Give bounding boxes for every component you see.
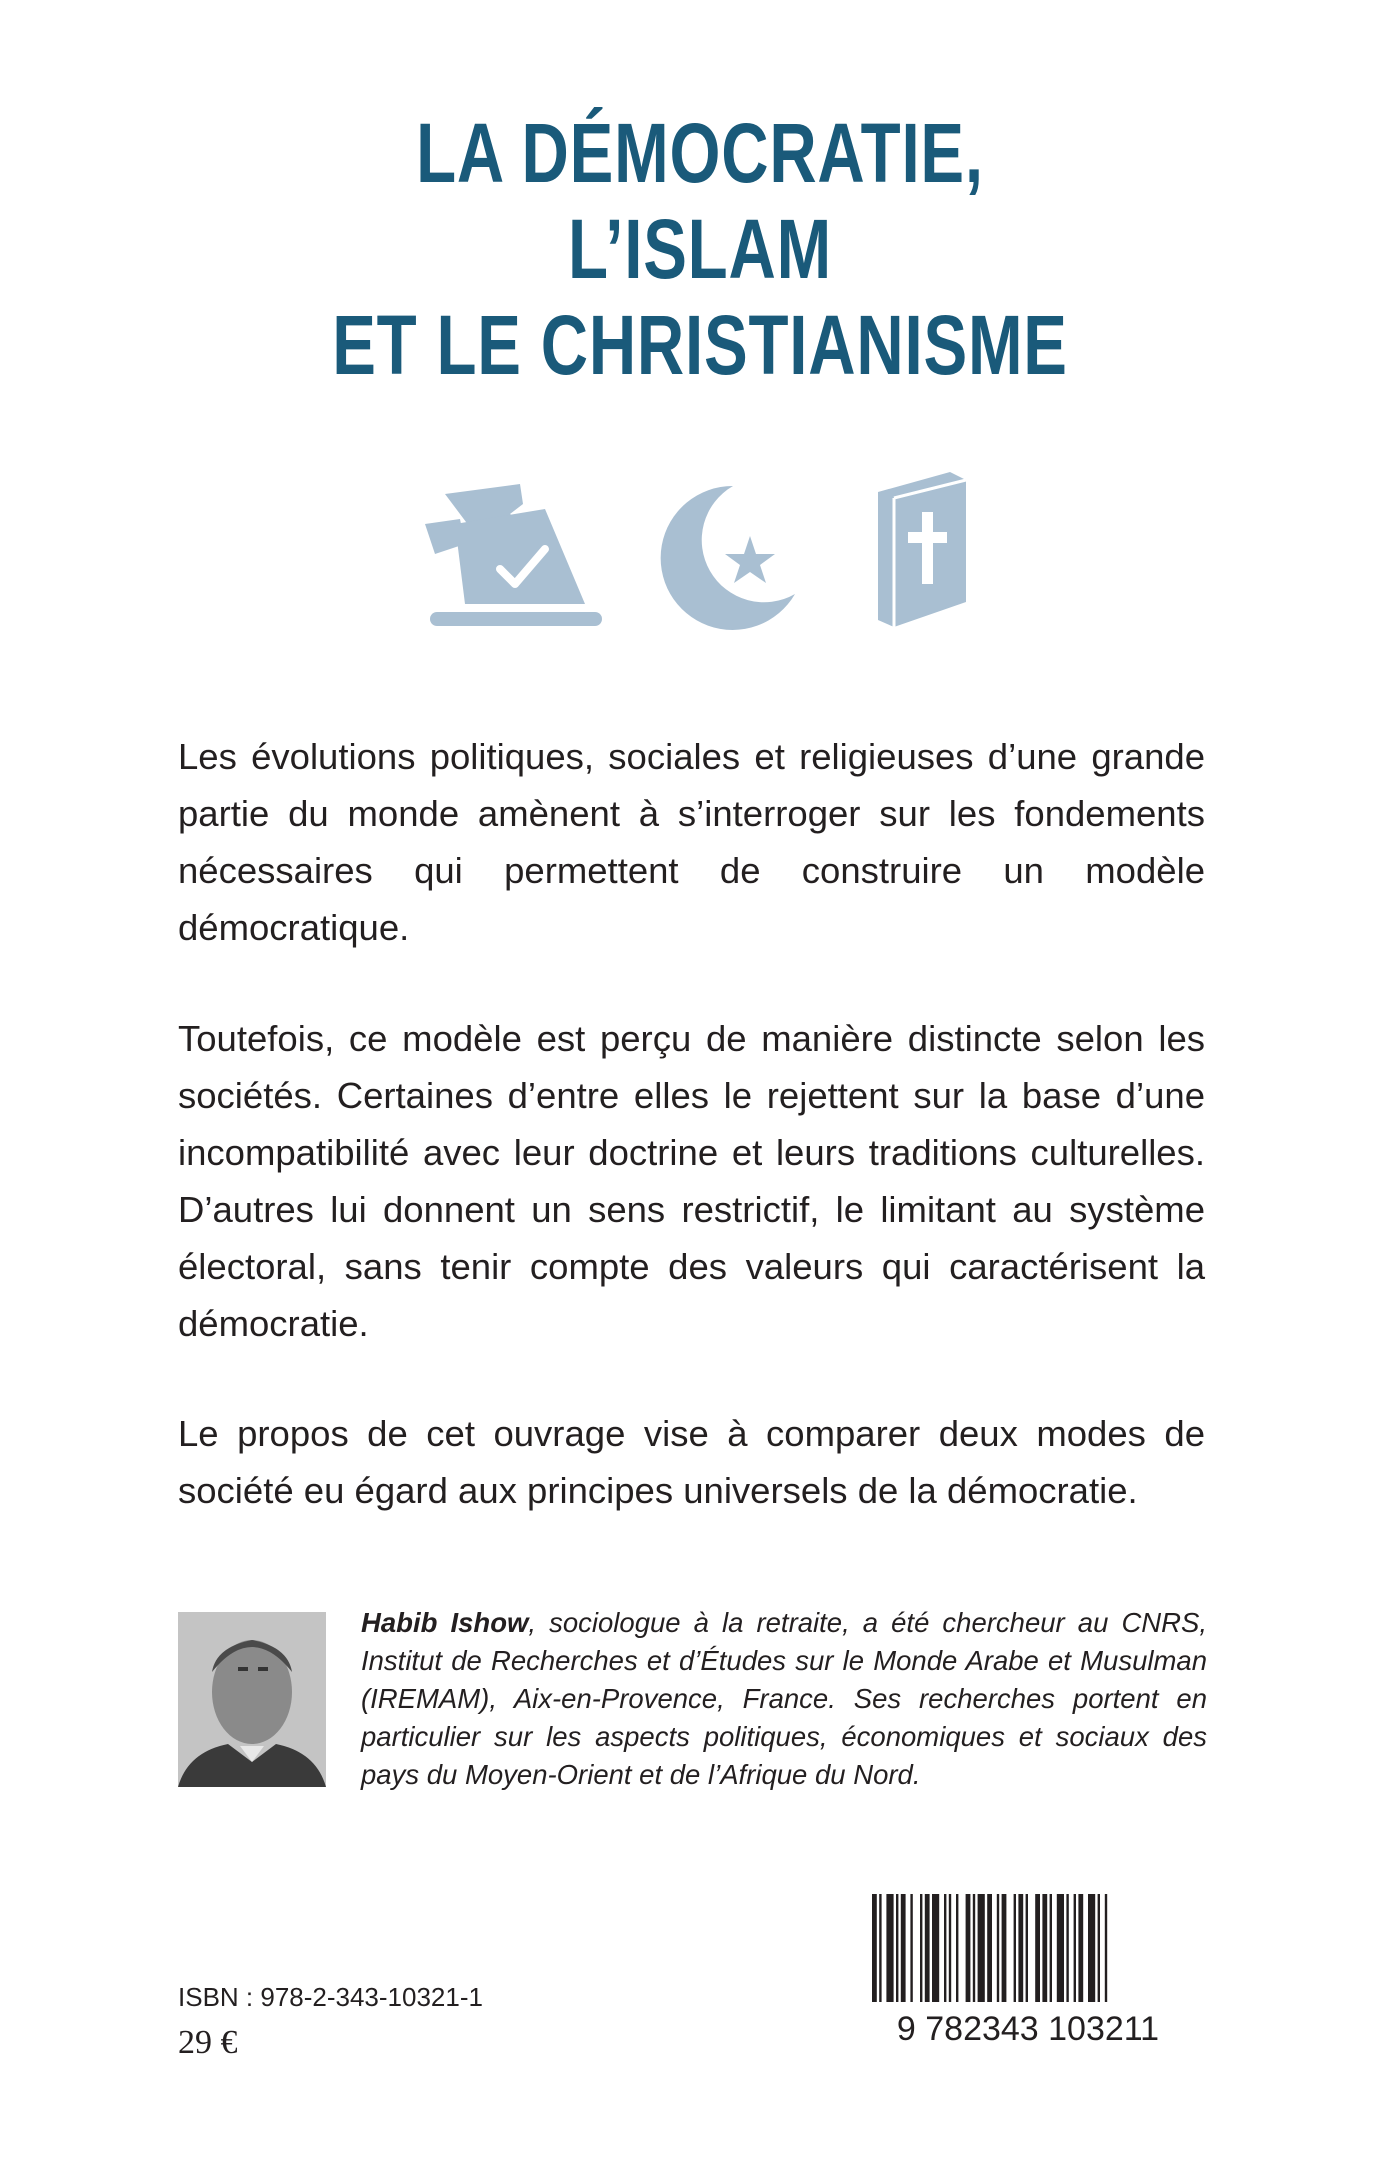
barcode-bar [879, 1894, 881, 2002]
symbol-icons-row [0, 470, 1400, 640]
barcode-bar [1074, 1894, 1076, 2002]
barcode-bar [997, 1894, 999, 2002]
blurb-paragraph-1: Les évolutions politiques, sociales et religieuses d’une grande partie du monde amènent à s’interroger sur les fondements nécessaires qui permettent de construire un modèle démocratique. [178, 736, 1205, 948]
barcode-bar [944, 1894, 946, 2002]
barcode-bar [1105, 1894, 1107, 2002]
barcode-bar [1078, 1894, 1083, 2002]
barcode-bar [1002, 1894, 1007, 2002]
barcode-bar [920, 1894, 922, 2002]
barcode-bar [1057, 1894, 1064, 2002]
author-photo [178, 1612, 326, 1787]
barcode-bar [896, 1894, 898, 2002]
blurb-paragraph-3: Le propos de cet ouvrage vise à comparer deux modes de société eu égard aux principes universels de la démocratie. [178, 1413, 1205, 1511]
barcode-bar [901, 1894, 906, 2002]
title-line-1: LA DÉMOCRATIE, [416, 106, 984, 200]
isbn: ISBN : 978-2-343-10321-1 [178, 1982, 483, 2012]
barcode-bar [949, 1894, 951, 2002]
barcode-bar [987, 1894, 992, 2002]
barcode-bar [910, 1894, 912, 2002]
barcode-bar [1050, 1894, 1052, 2002]
barcode-bar [973, 1894, 975, 2002]
barcode-bar [1035, 1894, 1040, 2002]
crescent-star-icon [655, 484, 800, 634]
ballot-box-icon [415, 484, 605, 634]
barcode-number: 9 782343 103211 [896, 2010, 1160, 2044]
barcode-bar [886, 1894, 893, 2002]
bible-cross-icon [870, 472, 970, 632]
barcode-bar [872, 1894, 877, 2002]
author-bio [361, 1604, 1207, 1794]
book-title [154, 105, 1246, 393]
barcode-bar [1018, 1894, 1023, 2002]
barcode-bar [978, 1894, 985, 2002]
barcode-bar [1026, 1894, 1028, 2002]
barcode [868, 1894, 1188, 2044]
barcode-bar [1014, 1894, 1016, 2002]
barcode-bar [925, 1894, 930, 2002]
price: 29 € [178, 2024, 238, 2061]
barcode-bar [1042, 1894, 1047, 2002]
barcode-bar [1098, 1894, 1100, 2002]
barcode-bar [956, 1894, 958, 2002]
barcode-bar [932, 1894, 939, 2002]
author-bio-text: , sociologue à la retraite, a été chercheur au CNRS, Institut de Recherches et d’Études sur le Monde Arabe et Musulman (IREMAM), Aix-en-Provence, France. Ses recherches portent en particulier sur les aspects politiques, économiques et sociaux des pays du Moyen-Orient et de l’Afrique du Nord. [361, 1607, 1208, 1790]
title-line-2: L’ISLAM [568, 202, 832, 296]
blurb-paragraph-2: Toutefois, ce modèle est perçu de manière distincte selon les sociétés. Certaines d’entre elles le rejettent sur la base d’une incompatibilité avec leur doctrine et leurs traditions culturelles. D’autres lui donnent un sens restrictif, le limitant au système électoral, sans tenir compte des valeurs qui caractérisent la démocratie. [178, 1018, 1205, 1344]
barcode-bar [966, 1894, 971, 2002]
author-name: Habib Ishow [361, 1607, 529, 1638]
barcode-bar [1066, 1894, 1068, 2002]
title-line-3: ET LE CHRISTIANISME [332, 298, 1068, 392]
barcode-bar [1088, 1894, 1095, 2002]
